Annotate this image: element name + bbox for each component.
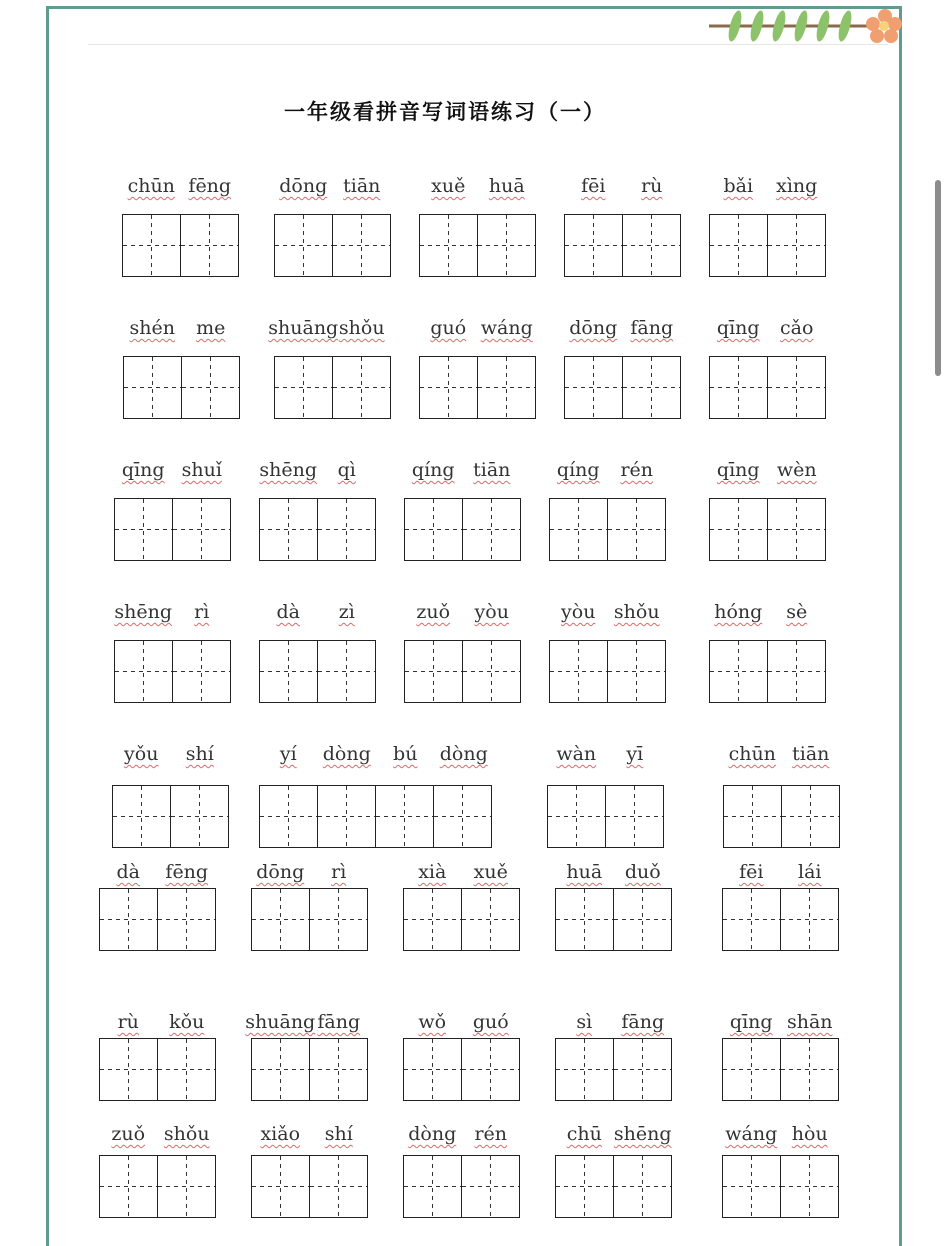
character-writing-cell[interactable] (781, 1039, 839, 1100)
character-writing-cell[interactable] (723, 889, 781, 950)
pinyin-syllable: dà (116, 861, 140, 883)
tianzige-grid (722, 888, 839, 951)
word-exercise (547, 740, 666, 851)
character-writing-cell[interactable] (310, 1039, 368, 1100)
pinyin-syllable: shēng (114, 601, 173, 623)
pinyin-syllable: bǎi (723, 175, 754, 197)
pinyin-syllable: qīng (716, 317, 760, 339)
character-writing-cell[interactable] (556, 1039, 614, 1100)
word-exercise (99, 1008, 218, 1104)
pinyin-syllable: shān (786, 1011, 833, 1033)
tianzige-grid (404, 640, 521, 703)
word-exercise (112, 740, 231, 851)
pinyin-syllable: rén (474, 1123, 508, 1145)
character-writing-cell[interactable] (113, 786, 171, 847)
character-writing-cell[interactable] (550, 641, 608, 702)
word-exercise (555, 858, 674, 954)
tianzige-grid (547, 785, 664, 848)
pinyin-syllable: hóng (714, 601, 763, 623)
character-writing-cell[interactable] (550, 499, 608, 560)
character-writing-cell[interactable] (100, 1156, 158, 1217)
character-writing-cell[interactable] (478, 357, 536, 418)
pinyin-syllable: qīng (121, 459, 165, 481)
pinyin-syllable: wǒ (418, 1011, 447, 1033)
character-writing-cell[interactable] (260, 499, 318, 560)
character-writing-cell[interactable] (158, 1156, 216, 1217)
pinyin-syllable: hòu (791, 1123, 828, 1145)
tianzige-grid (555, 888, 672, 951)
pinyin-syllable: shǒu (338, 317, 385, 339)
pinyin-syllable: tiān (473, 459, 511, 481)
character-writing-cell[interactable] (318, 499, 376, 560)
character-writing-cell[interactable] (173, 499, 231, 560)
character-writing-cell[interactable] (404, 1039, 462, 1100)
character-writing-cell[interactable] (158, 1039, 216, 1100)
tianzige-grid (259, 498, 376, 561)
pinyin-syllable: chūn (127, 175, 175, 197)
word-exercise (99, 1120, 218, 1221)
character-writing-cell[interactable] (614, 1039, 672, 1100)
character-writing-cell[interactable] (181, 215, 239, 276)
character-writing-cell[interactable] (462, 1039, 520, 1100)
tianzige-grid (709, 498, 826, 561)
pinyin-syllable: shuǐ (181, 459, 222, 481)
pinyin-syllable: xuě (473, 861, 508, 883)
tianzige-grid (99, 1155, 216, 1218)
pinyin-syllable: zuǒ (416, 601, 451, 623)
character-writing-cell[interactable] (556, 1156, 614, 1217)
word-exercise (555, 1008, 674, 1104)
pinyin-syllable: dōng (569, 317, 618, 339)
pinyin-syllable: fēi (581, 175, 606, 197)
pinyin-syllable: xuě (431, 175, 466, 197)
character-writing-cell[interactable] (608, 499, 666, 560)
word-exercise (99, 858, 218, 954)
character-writing-cell[interactable] (710, 215, 768, 276)
pinyin-syllable: fāng (317, 1011, 361, 1033)
character-writing-cell[interactable] (710, 357, 768, 418)
character-writing-cell[interactable] (723, 1039, 781, 1100)
word-exercise (259, 598, 378, 706)
pinyin-syllable: bú (393, 743, 418, 765)
tianzige-grid (709, 214, 826, 277)
pinyin-syllable: dòng (322, 743, 371, 765)
character-writing-cell[interactable] (100, 889, 158, 950)
character-writing-cell[interactable] (275, 215, 333, 276)
character-writing-cell[interactable] (463, 641, 521, 702)
tianzige-grid (404, 498, 521, 561)
pinyin-syllable: shuāng (268, 317, 339, 339)
pinyin-syllable: shǒu (613, 601, 660, 623)
character-writing-cell[interactable] (724, 786, 782, 847)
character-writing-cell[interactable] (318, 641, 376, 702)
pinyin-syllable: sì (576, 1011, 593, 1033)
pinyin-syllable: huā (488, 175, 525, 197)
character-writing-cell[interactable] (404, 1156, 462, 1217)
character-writing-cell[interactable] (710, 641, 768, 702)
pinyin-syllable: rì (194, 601, 210, 623)
pinyin-syllable: shí (185, 743, 214, 765)
pinyin-syllable: shēng (259, 459, 318, 481)
word-exercise (419, 172, 538, 280)
character-writing-cell[interactable] (768, 215, 826, 276)
tianzige-grid (251, 1038, 368, 1101)
word-exercise (403, 1120, 522, 1221)
tianzige-grid (403, 888, 520, 951)
pinyin-syllable: huā (566, 861, 603, 883)
character-writing-cell[interactable] (404, 889, 462, 950)
tianzige-grid (259, 785, 492, 848)
character-writing-cell[interactable] (420, 215, 478, 276)
pinyin-syllable: fēi (739, 861, 764, 883)
character-writing-cell[interactable] (710, 499, 768, 560)
character-writing-cell[interactable] (318, 786, 376, 847)
tianzige-grid (274, 214, 391, 277)
tianzige-grid (99, 1038, 216, 1101)
character-writing-cell[interactable] (565, 357, 623, 418)
pinyin-syllable: shuāng (245, 1011, 316, 1033)
character-writing-cell[interactable] (463, 499, 521, 560)
word-exercise (549, 598, 668, 706)
word-exercise (268, 314, 393, 422)
pinyin-syllable: cǎo (780, 317, 814, 339)
pinyin-syllable: dòng (439, 743, 488, 765)
scrollbar-thumb[interactable] (935, 180, 941, 376)
character-writing-cell[interactable] (781, 889, 839, 950)
pinyin-syllable: duǒ (624, 861, 661, 883)
word-exercise (722, 858, 841, 954)
character-writing-cell[interactable] (768, 641, 826, 702)
pinyin-syllable: dà (276, 601, 300, 623)
tianzige-grid (251, 1155, 368, 1218)
word-exercise (122, 172, 241, 280)
pinyin-syllable: yòu (474, 601, 509, 623)
pinyin-syllable: rì (331, 861, 347, 883)
tianzige-grid (549, 640, 666, 703)
word-exercise (404, 598, 523, 706)
pinyin-syllable: yòu (561, 601, 596, 623)
character-writing-cell[interactable] (623, 215, 681, 276)
character-writing-cell[interactable] (606, 786, 664, 847)
pinyin-syllable: kǒu (169, 1011, 205, 1033)
character-writing-cell[interactable] (124, 357, 182, 418)
pinyin-syllable: dōng (256, 861, 305, 883)
tianzige-grid (114, 498, 231, 561)
pinyin-syllable: xìng (776, 175, 818, 197)
pinyin-syllable: shén (129, 317, 175, 339)
character-writing-cell[interactable] (420, 357, 478, 418)
word-exercise (709, 456, 828, 564)
tianzige-grid (564, 356, 681, 419)
word-exercise (564, 172, 683, 280)
pinyin-syllable: guó (430, 317, 467, 339)
character-writing-cell[interactable] (275, 357, 333, 418)
character-writing-cell[interactable] (252, 1156, 310, 1217)
pinyin-syllable: yī (626, 743, 644, 765)
tianzige-grid (709, 356, 826, 419)
character-writing-cell[interactable] (333, 215, 391, 276)
character-writing-cell[interactable] (123, 215, 181, 276)
pinyin-syllable: zì (338, 601, 355, 623)
pinyin-syllable: fēng (188, 175, 232, 197)
pinyin-syllable: chū (566, 1123, 602, 1145)
tianzige-grid (419, 214, 536, 277)
character-writing-cell[interactable] (171, 786, 229, 847)
pinyin-syllable: qì (337, 459, 356, 481)
character-writing-cell[interactable] (405, 641, 463, 702)
character-writing-cell[interactable] (100, 1039, 158, 1100)
pinyin-syllable: wèn (776, 459, 817, 481)
pinyin-syllable: guó (472, 1011, 509, 1033)
pinyin-syllable: shǒu (163, 1123, 210, 1145)
tianzige-grid (722, 1038, 839, 1101)
character-writing-cell[interactable] (723, 1156, 781, 1217)
pinyin-syllable: fāng (621, 1011, 665, 1033)
pinyin-syllable: shēng (613, 1123, 672, 1145)
word-exercise (709, 172, 828, 280)
tianzige-grid (251, 888, 368, 951)
word-exercise (549, 456, 668, 564)
pinyin-syllable: dōng (279, 175, 328, 197)
tianzige-grid (722, 1155, 839, 1218)
character-writing-cell[interactable] (310, 889, 368, 950)
pinyin-syllable: chūn (728, 743, 776, 765)
character-writing-cell[interactable] (158, 889, 216, 950)
tianzige-grid (99, 888, 216, 951)
word-exercise (709, 598, 828, 706)
pinyin-syllable: fāng (630, 317, 674, 339)
word-exercise (555, 1120, 674, 1221)
pinyin-syllable: qíng (411, 459, 455, 481)
pinyin-syllable: me (196, 317, 226, 339)
pinyin-syllable: shí (324, 1123, 353, 1145)
tianzige-grid (723, 785, 840, 848)
pinyin-syllable: qīng (716, 459, 760, 481)
tianzige-grid (123, 356, 240, 419)
pinyin-syllable: tiān (792, 743, 830, 765)
pinyin-syllable: xiǎo (260, 1123, 301, 1145)
character-writing-cell[interactable] (782, 786, 840, 847)
tianzige-grid (419, 356, 536, 419)
pinyin-syllable: lái (798, 861, 822, 883)
word-exercise (723, 740, 842, 851)
word-exercise (245, 1008, 370, 1104)
pinyin-syllable: wáng (480, 317, 533, 339)
word-exercise (403, 858, 522, 954)
character-writing-cell[interactable] (434, 786, 492, 847)
word-exercise (404, 456, 523, 564)
tianzige-grid (112, 785, 229, 848)
character-writing-cell[interactable] (310, 1156, 368, 1217)
tianzige-grid (403, 1155, 520, 1218)
pinyin-syllable: qíng (556, 459, 600, 481)
tianzige-grid (259, 640, 376, 703)
word-exercise (114, 456, 233, 564)
tianzige-grid (709, 640, 826, 703)
character-writing-cell[interactable] (478, 215, 536, 276)
word-exercise (403, 1008, 522, 1104)
tianzige-grid (274, 356, 391, 419)
pinyin-syllable: wàn (556, 743, 597, 765)
character-writing-cell[interactable] (376, 786, 434, 847)
word-exercise (274, 172, 393, 280)
character-writing-cell[interactable] (173, 641, 231, 702)
tianzige-grid (564, 214, 681, 277)
word-exercise (123, 314, 242, 422)
pinyin-syllable: qīng (729, 1011, 773, 1033)
pinyin-syllable: tiān (343, 175, 381, 197)
character-writing-cell[interactable] (462, 1156, 520, 1217)
tianzige-grid (549, 498, 666, 561)
tianzige-grid (114, 640, 231, 703)
pinyin-syllable: sè (786, 601, 808, 623)
pinyin-syllable: rén (620, 459, 654, 481)
character-writing-cell[interactable] (768, 357, 826, 418)
pinyin-syllable: fēng (165, 861, 209, 883)
tianzige-grid (555, 1155, 672, 1218)
character-writing-cell[interactable] (252, 1039, 310, 1100)
pinyin-syllable: yí (279, 743, 297, 765)
word-exercise (251, 858, 370, 954)
word-exercise (419, 314, 538, 422)
character-writing-cell[interactable] (333, 357, 391, 418)
character-writing-cell[interactable] (182, 357, 240, 418)
word-exercise (722, 1008, 841, 1104)
character-writing-cell[interactable] (252, 889, 310, 950)
character-writing-cell[interactable] (548, 786, 606, 847)
word-exercise (259, 740, 495, 851)
character-writing-cell[interactable] (462, 889, 520, 950)
character-writing-cell[interactable] (115, 641, 173, 702)
character-writing-cell[interactable] (623, 357, 681, 418)
character-writing-cell[interactable] (405, 499, 463, 560)
tianzige-grid (122, 214, 239, 277)
pinyin-syllable: yǒu (124, 743, 159, 765)
character-writing-cell[interactable] (768, 499, 826, 560)
character-writing-cell[interactable] (614, 889, 672, 950)
character-writing-cell[interactable] (260, 786, 318, 847)
character-writing-cell[interactable] (608, 641, 666, 702)
word-exercise (722, 1120, 841, 1221)
word-exercise (114, 598, 233, 706)
character-writing-cell[interactable] (781, 1156, 839, 1217)
word-exercise (709, 314, 828, 422)
pinyin-syllable: rù (641, 175, 663, 197)
flower-branch-decoration (705, 4, 905, 48)
word-exercise (564, 314, 683, 422)
tianzige-grid (555, 1038, 672, 1101)
tianzige-grid (403, 1038, 520, 1101)
character-writing-cell[interactable] (556, 889, 614, 950)
word-exercise (251, 1120, 370, 1221)
pinyin-syllable: zuǒ (111, 1123, 146, 1145)
page-title: 一年级看拼音写词语练习（一） (284, 100, 606, 124)
pinyin-syllable: xià (418, 861, 447, 883)
character-writing-cell[interactable] (565, 215, 623, 276)
pinyin-syllable: dòng (408, 1123, 457, 1145)
character-writing-cell[interactable] (614, 1156, 672, 1217)
pinyin-syllable: rù (117, 1011, 139, 1033)
pinyin-syllable: wáng (725, 1123, 778, 1145)
word-exercise (259, 456, 378, 564)
character-writing-cell[interactable] (115, 499, 173, 560)
character-writing-cell[interactable] (260, 641, 318, 702)
